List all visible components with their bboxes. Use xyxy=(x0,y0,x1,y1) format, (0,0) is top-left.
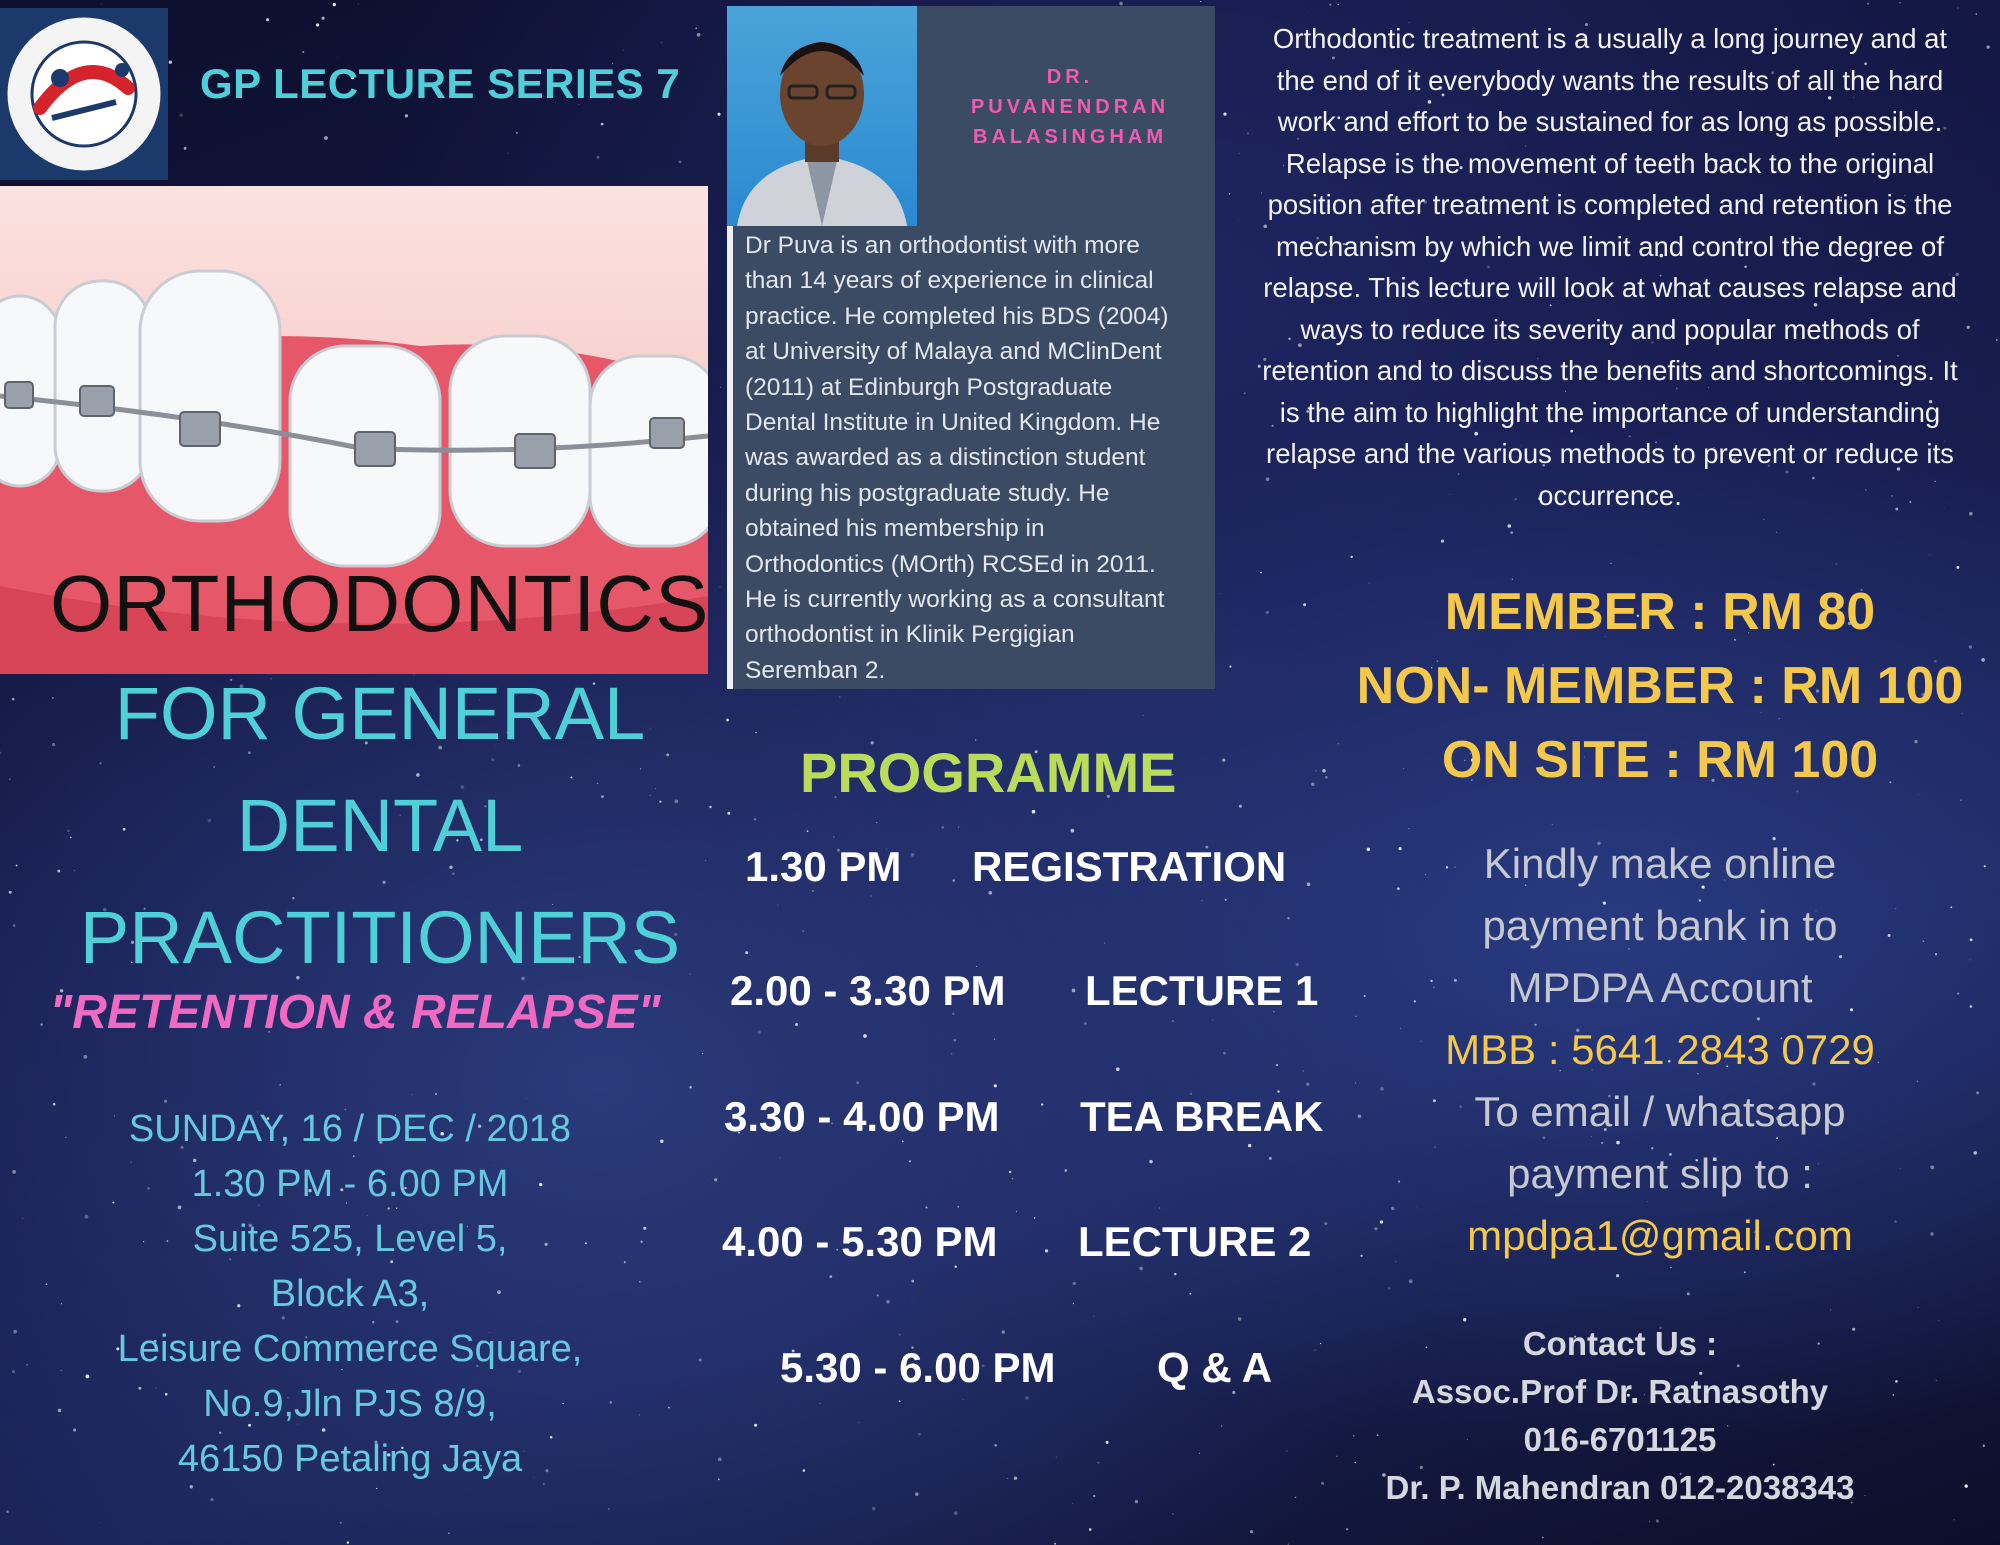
venue-line: Suite 525, Level 5, xyxy=(192,1218,508,1260)
speaker-bio: Dr Puva is an orthodontist with more than 14 years of experience in clinical practice. He completed his BDS (2004) at University of Malaya and MClinDent (2011) at Edinburgh Postgraduate Dental Institute in United Kingdom. He was awarded as a distinction student during his postgraduate study. He obtained his membership in Orthodontics (MOrth) RCSEd in 2011. He is currently working as a consultant orthodontist in Klinik Pergigian Seremban 2. xyxy=(745,232,1169,684)
contact-heading: Contact Us : xyxy=(1522,1325,1718,1362)
contact-person: Dr. P. Mahendran 012-2038343 xyxy=(1385,1469,1855,1506)
programme-activity: Q & A xyxy=(1157,1344,1273,1391)
venue-line: No.9,Jln PJS 8/9, xyxy=(203,1383,497,1425)
bio-accent-bar xyxy=(727,226,733,689)
event-details xyxy=(60,1102,640,1487)
payment-email[interactable]: mpdpa1@gmail.com xyxy=(1467,1212,1853,1259)
payment-instructions: Kindly make online payment bank in to MPDPA Account MBB : 5641 2843 0729 To email / whatsapp payment slip to : mpdpa1@gmail.com xyxy=(1360,833,1960,1267)
fee-on-site: ON SITE : RM 100 xyxy=(1441,731,1879,789)
contact-info xyxy=(1320,1320,1920,1512)
programme-title: PROGRAMME xyxy=(800,741,1177,804)
fee-non-member: NON- MEMBER : RM 100 xyxy=(1356,657,1964,715)
event-date: SUNDAY, 16 / DEC / 2018 xyxy=(128,1108,572,1150)
venue-line: 46150 Petaling Jaya xyxy=(177,1438,523,1480)
association-logo xyxy=(0,8,168,180)
programme-activity: LECTURE 2 xyxy=(1078,1218,1312,1265)
programme-activity: REGISTRATION xyxy=(972,843,1287,890)
programme-time: 4.00 - 5.30 PM xyxy=(722,1218,998,1265)
programme-time: 1.30 PM xyxy=(745,843,902,890)
programme-time: 3.30 - 4.00 PM xyxy=(724,1093,1000,1140)
subtitle-line-2: DENTAL xyxy=(236,784,524,867)
subtitle-line-1: FOR GENERAL xyxy=(114,672,646,755)
subtitle-line-3: PRACTITIONERS xyxy=(79,896,681,979)
programme-activity: LECTURE 1 xyxy=(1085,967,1319,1014)
fee-member: MEMBER : RM 80 xyxy=(1444,583,1876,641)
venue-line: Leisure Commerce Square, xyxy=(117,1328,583,1370)
programme-time: 2.00 - 3.30 PM xyxy=(730,967,1006,1014)
contact-person: Assoc.Prof Dr. Ratnasothy xyxy=(1411,1373,1829,1410)
main-title: ORTHODONTICS xyxy=(50,559,710,648)
speaker-photo xyxy=(727,6,917,226)
event-time: 1.30 PM - 6.00 PM xyxy=(191,1163,509,1205)
speaker-name: DR. PUVANENDRAN BALASINGHAM xyxy=(970,66,1170,148)
series-title: GP LECTURE SERIES 7 xyxy=(200,60,681,107)
lecture-topic: "RETENTION & RELAPSE" xyxy=(49,986,661,1039)
bank-account: MBB : 5641 2843 0729 xyxy=(1445,1026,1875,1073)
programme-activity: TEA BREAK xyxy=(1080,1093,1324,1140)
programme-time: 5.30 - 6.00 PM xyxy=(780,1344,1056,1391)
lecture-description: Orthodontic treatment is a usually a long journey and at the end of it everybody wants the results of all the hard work and effort to be sustained for as long as possible. Relapse is the movement of teeth back to the original position after treatment is completed and retention is the mechanism by which we limit and control the degree of relapse. This lecture will look at what causes relapse and ways to reduce its severity and popular methods of retention and to discuss the benefits and shortcomings. It is the aim to highlight the importance of understanding relapse and the various methods to prevent or reduce its occurrence. xyxy=(1262,23,1958,511)
contact-phone: 016-6701125 xyxy=(1523,1421,1717,1458)
venue-line: Block A3, xyxy=(270,1273,430,1315)
